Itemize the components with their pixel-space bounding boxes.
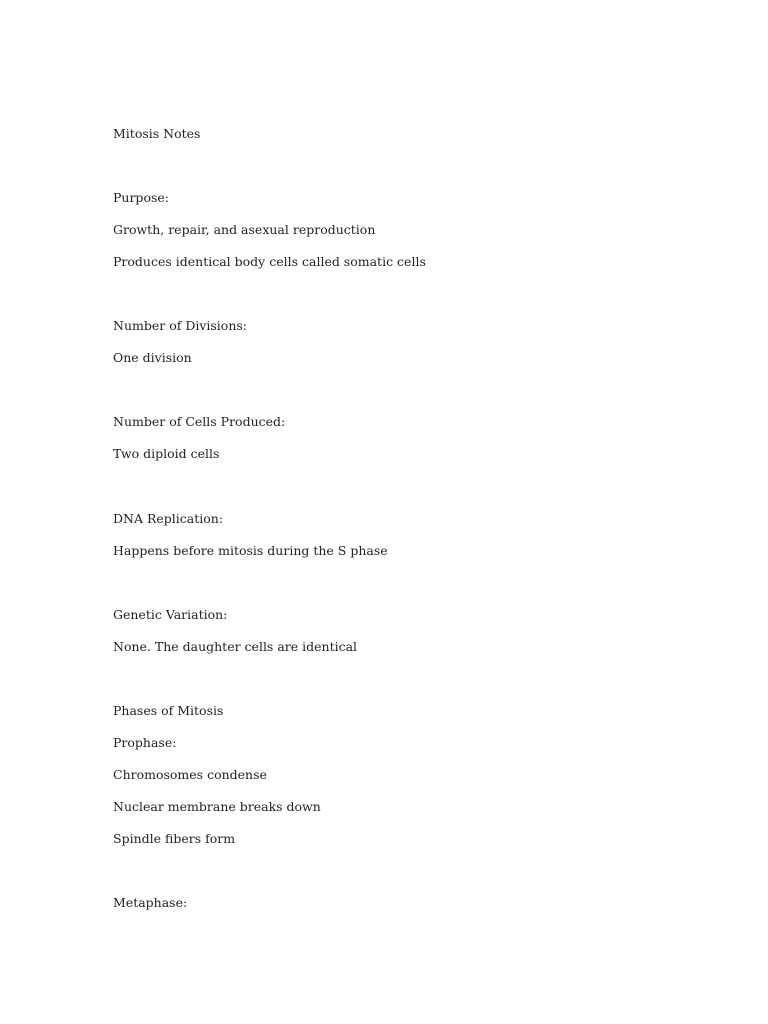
prophase-line: Nuclear membrane breaks down (113, 799, 321, 814)
metaphase-heading: Metaphase: (113, 895, 188, 910)
prophase-line: Chromosomes condense (113, 767, 267, 782)
divisions-line: One division (113, 350, 192, 365)
purpose-heading: Purpose: (113, 190, 169, 205)
cells-produced-heading: Number of Cells Produced: (113, 414, 286, 429)
genetic-variation-line: None. The daughter cells are identical (113, 639, 358, 654)
dna-replication-line: Happens before mitosis during the S phase (113, 543, 388, 558)
dna-replication-heading: DNA Replication: (113, 511, 224, 526)
divisions-heading: Number of Divisions: (113, 318, 248, 333)
prophase-heading: Prophase: (113, 735, 177, 750)
phases-heading: Phases of Mitosis (113, 703, 224, 718)
cells-produced-line: Two diploid cells (113, 446, 220, 461)
genetic-variation-heading: Genetic Variation: (113, 607, 228, 622)
purpose-line: Growth, repair, and asexual reproduction (113, 222, 376, 237)
prophase-line: Spindle fibers form (113, 831, 236, 846)
document-title: Mitosis Notes (113, 126, 201, 141)
purpose-line: Produces identical body cells called somatic cells (113, 254, 426, 269)
